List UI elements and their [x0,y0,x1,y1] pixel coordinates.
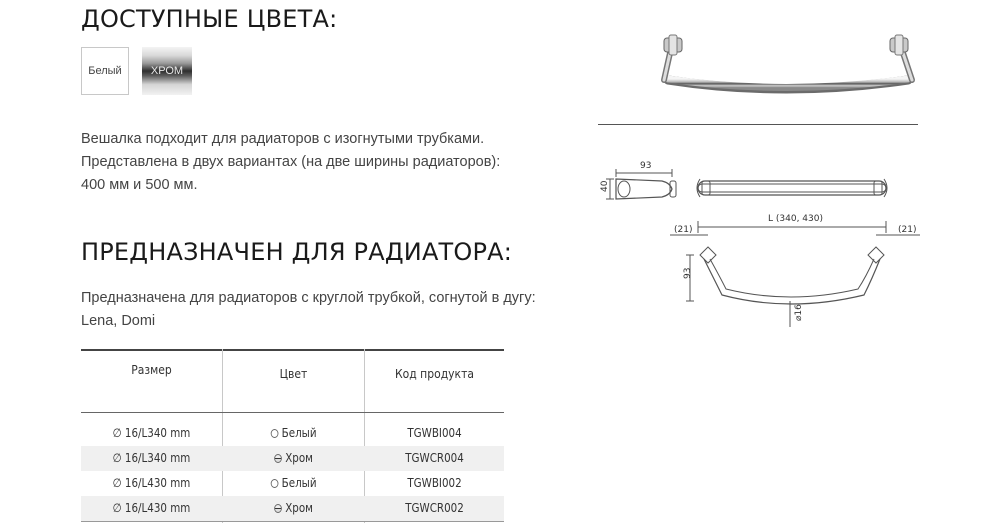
table-row [81,446,504,471]
chrome-dot-icon [274,454,282,463]
header-color: Цвет [279,367,308,381]
cell-color [233,471,354,496]
cell-color [233,446,354,471]
table-top-rule [81,349,504,351]
radiator-title: ПРЕДНАЗНАЧЕН ДЛЯ РАДИАТОРА: [81,238,513,266]
dim-length: L (340, 430) [768,214,823,224]
cell-size: ∅ 16/L430 mm [112,501,191,515]
description-line: Представлена в двух вариантах (на две ширины радиаторов): [81,154,501,170]
drawing-divider [598,124,918,125]
cell-code: TGWCR002 [405,501,464,515]
table-bottom-rule [81,521,504,522]
color-name: Белый [281,426,317,440]
cell-code: TGWCR004 [405,451,464,465]
radiator-line: Предназначена для радиаторов с круглой трубкой, согнутой в дугу: [81,290,536,306]
dim-depth: 93 [640,161,652,171]
white-dot-icon [270,429,278,438]
white-dot-icon [270,479,278,488]
towel-rail-photo [650,32,920,102]
cell-size: ∅ 16/L340 mm [112,426,191,440]
color-name: Хром [285,501,313,515]
description-line: 400 мм и 500 мм. [81,177,198,193]
cell-color [233,496,354,521]
dim-drop: 93 [683,267,693,279]
radiator-line: Lena, Domi [81,313,156,329]
table-row [81,471,504,496]
header-rule [81,412,504,413]
color-name: Белый [281,476,317,490]
color-swatch-chrome[interactable] [142,47,192,95]
cell-size: ∅ 16/L340 mm [112,451,191,465]
cell-color [233,421,354,446]
spec-table [81,349,504,523]
swatch-label-white: Белый [88,65,122,77]
table-row [81,496,504,521]
color-name: Хром [285,451,313,465]
table-row [81,421,504,446]
dim-offset-left: (21) [674,225,693,235]
swatch-label-chrome: ХРОМ [150,65,184,77]
dim-height: 40 [600,180,610,192]
header-size: Размер [131,363,172,377]
chrome-dot-icon [274,504,282,513]
cell-size: ∅ 16/L430 mm [112,476,191,490]
product-description [81,128,601,197]
description-line: Вешалка подходит для радиаторов с изогнутыми трубками. [81,131,485,147]
radiator-description [81,287,641,333]
technical-drawing [590,155,930,345]
dim-offset-right: (21) [898,225,917,235]
color-swatch-white[interactable] [81,47,129,95]
dim-diameter: ⌀16 [794,304,804,321]
cell-code: TGWBI002 [407,476,462,490]
colors-title: ДОСТУПНЫЕ ЦВЕТА: [81,5,338,33]
cell-code: TGWBI004 [407,426,462,440]
header-code: Код продукта [395,367,474,381]
